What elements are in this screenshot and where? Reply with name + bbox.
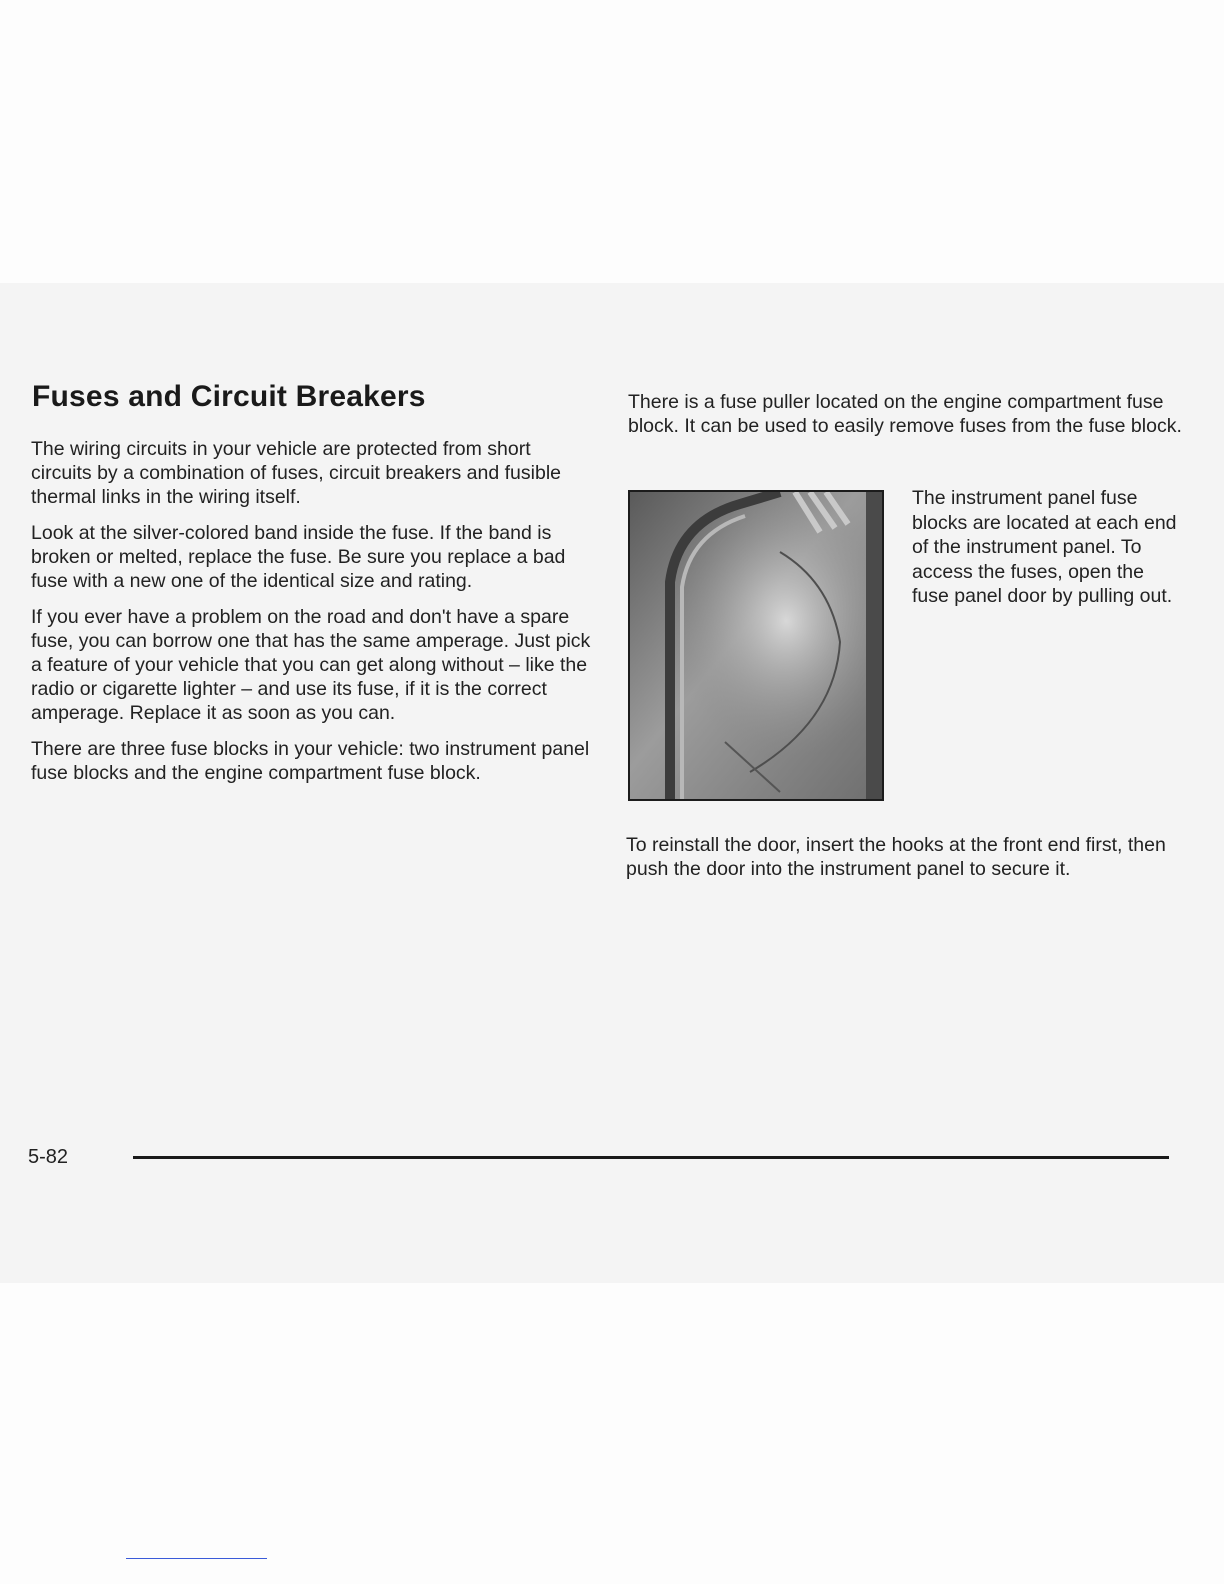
paragraph-reinstall-door: To reinstall the door, insert the hooks at the front end first, then push the door into the instrument panel to secure it. (626, 834, 1166, 880)
fuse-panel-door-illustration (630, 492, 882, 799)
link-underline (126, 1558, 267, 1559)
figure-caption (912, 486, 1182, 621)
paragraph-silver-band: Look at the silver-colored band inside the fuse. If the band is broken or melted, replace the fuse. Be sure you replace a bad fuse with a new one of the identical size and rating. (31, 522, 566, 592)
paragraph-three-fuse-blocks: There are three fuse blocks in your vehicle: two instrument panel fuse blocks and the engine compartment fuse block. (31, 738, 590, 784)
reinstall-section (626, 833, 1186, 893)
paragraph-fuse-puller: There is a fuse puller located on the engine compartment fuse block. It can be used to easily remove fuses from the fuse block. (628, 391, 1182, 437)
footer-rule (133, 1156, 1169, 1159)
page-number: 5-82 (28, 1146, 69, 1168)
paragraph-borrow-fuse: If you ever have a problem on the road and don't have a spare fuse, you can borrow one that has the same amperage. Just pick a feature of your vehicle that you can get along without – like the radio or cigarette lighter – and use its fuse, if it is the correct amperage. Replace it as soon as you can. (31, 606, 591, 724)
paragraph-instrument-panel-fuse-blocks: The instrument panel fuse blocks are located at each end of the instrument panel. To access the fuses, open the fuse panel door by pulling out. (912, 487, 1177, 607)
right-column (628, 390, 1188, 450)
fuse-panel-door-photo (628, 490, 884, 801)
page-title: Fuses and Circuit Breakers (32, 380, 426, 413)
paragraph-protection: The wiring circuits in your vehicle are protected from short circuits by a combination of fuses, circuit breakers and fusible thermal links in the wiring itself. (31, 438, 561, 508)
left-column (31, 437, 591, 797)
